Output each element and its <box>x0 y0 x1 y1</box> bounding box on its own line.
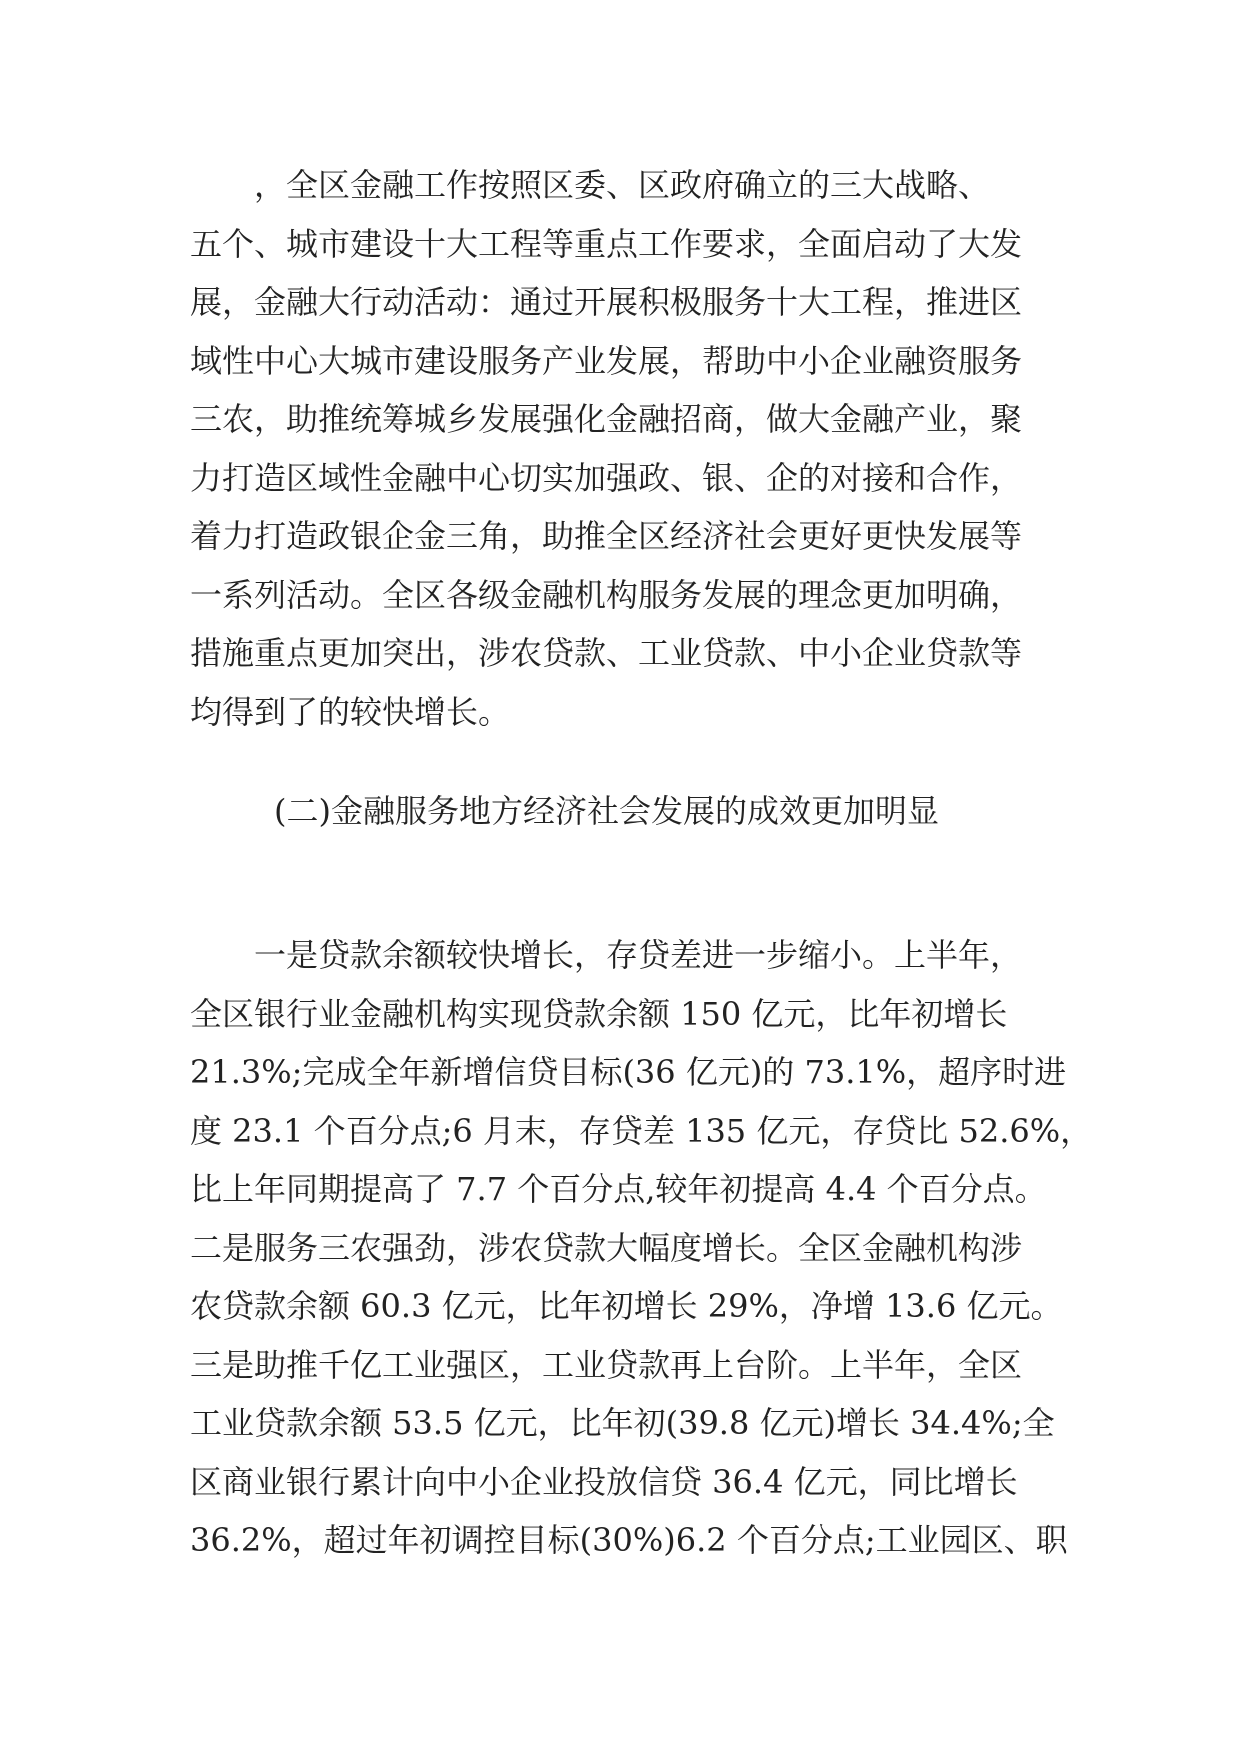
paragraph-line: 工业贷款余额 53.5 亿元，比年初(39.8 亿元)增长 34.4%;全 <box>190 1404 1055 1442</box>
paragraph-line: 五个、城市建设十大工程等重点工作要求，全面启动了大发 <box>190 224 1023 263</box>
paragraph-line: 域性中心大城市建设服务产业发展，帮助中小企业融资服务 <box>190 341 1023 380</box>
paragraph-line: 36.2%，超过年初调控目标(30%)6.2 个百分点;工业园区、职 <box>190 1521 1068 1559</box>
paragraph-1 <box>190 156 1050 741</box>
paragraph-2 <box>190 926 1093 1570</box>
section-heading: (二)金融服务地方经济社会发展的成效更加明显 <box>274 792 939 830</box>
paragraph-line: 力打造区域性金融中心切实加强政、银、企的对接和合作， <box>190 458 1023 497</box>
paragraph-line: 一是贷款余额较快增长，存贷差进一步缩小。上半年， <box>190 936 1023 974</box>
paragraph-line: 三是助推千亿工业强区，工业贷款再上台阶。上半年，全区 <box>190 1345 1023 1384</box>
paragraph-line: 21.3%;完成全年新增信贷目标(36 亿元)的 73.1%，超序时进 <box>190 1053 1067 1091</box>
paragraph-line: 全区银行业金融机构实现贷款余额 150 亿元，比年初增长 <box>190 994 1008 1033</box>
paragraph-line: 区商业银行累计向中小企业投放信贷 36.4 亿元，同比增长 <box>190 1462 1018 1501</box>
paragraph-line: 二是服务三农强劲，涉农贷款大幅度增长。全区金融机构涉 <box>190 1228 1023 1267</box>
paragraph-line: 一系列活动。全区各级金融机构服务发展的理念更加明确， <box>190 575 1023 614</box>
paragraph-line: 度 23.1 个百分点;6 月末，存贷差 135 亿元，存贷比 52.6%， <box>190 1111 1093 1150</box>
paragraph-line: 展，金融大行动活动：通过开展积极服务十大工程，推进区 <box>190 283 1023 321</box>
paragraph-line: 措施重点更加突出，涉农贷款、工业贷款、中小企业贷款等 <box>190 634 1023 672</box>
paragraph-line: ，全区金融工作按照区委、区政府确立的三大战略、 <box>190 166 991 204</box>
paragraph-line: 着力打造政银企金三角，助推全区经济社会更好更快发展等 <box>190 517 1023 555</box>
paragraph-line: 比上年同期提高了 7.7 个百分点,较年初提高 4.4 个百分点。 <box>190 1170 1047 1208</box>
paragraph-line: 均得到了的较快增长。 <box>190 692 511 731</box>
paragraph-line: 三农，助推统筹城乡发展强化金融招商，做大金融产业，聚 <box>190 400 1023 438</box>
paragraph-line: 农贷款余额 60.3 亿元，比年初增长 29%，净增 13.6 亿元。 <box>190 1287 1063 1325</box>
